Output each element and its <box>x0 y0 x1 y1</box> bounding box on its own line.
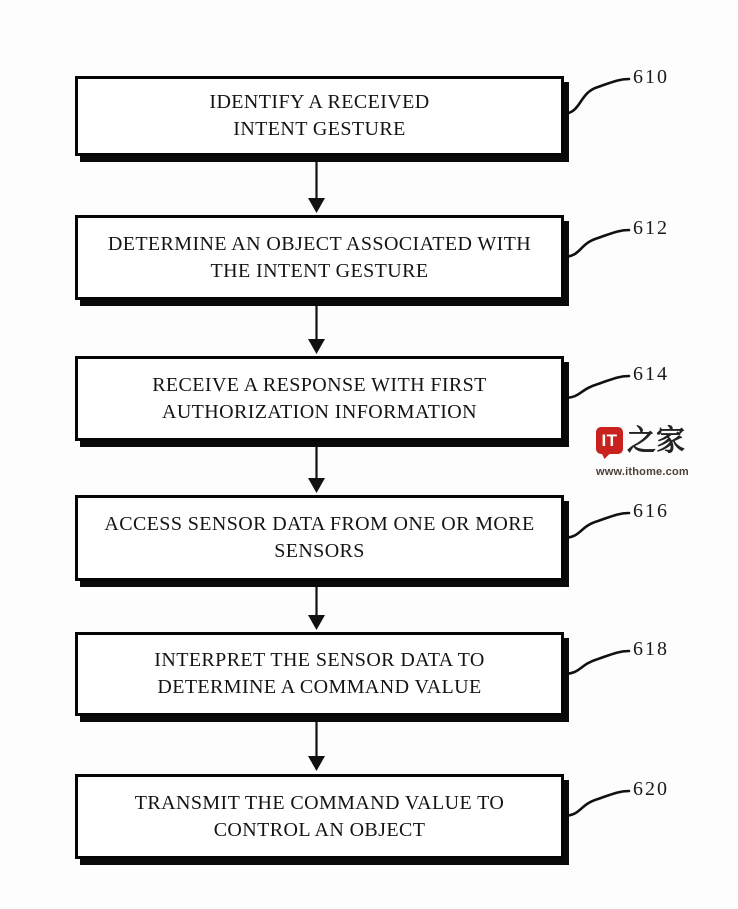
ref-label-618: 618 <box>633 638 669 660</box>
arrow-610-612 <box>308 162 325 213</box>
step-line: INTERPRET THE SENSOR DATA TO <box>154 649 485 671</box>
step-line: THE INTENT GESTURE <box>210 259 429 282</box>
step-line: CONTROL AN OBJECT <box>213 818 426 841</box>
ref-label-612: 612 <box>633 217 669 239</box>
leader-610 <box>562 79 629 114</box>
step-box-610 <box>75 76 564 156</box>
step-text <box>78 511 561 565</box>
ref-label-614: 614 <box>633 363 669 385</box>
step-box-612 <box>75 215 564 300</box>
leader-612 <box>562 230 629 257</box>
step-line: IDENTIFY A RECEIVED <box>209 91 430 113</box>
ithome-logo-row <box>596 423 716 457</box>
ref-label-620: 620 <box>633 778 669 800</box>
step-line: TRANSMIT THE COMMAND VALUE TO <box>134 791 505 814</box>
ithome-url-text: www.ithome.com <box>596 466 689 478</box>
arrow-616-618 <box>308 586 325 630</box>
step-line: DETERMINE AN OBJECT ASSOCIATED WITH <box>107 232 532 255</box>
step-line: RECEIVE A RESPONSE WITH FIRST <box>152 373 487 396</box>
ref-label-610: 610 <box>633 66 669 88</box>
leader-616 <box>562 513 629 538</box>
step-line: AUTHORIZATION INFORMATION <box>162 400 477 423</box>
step-text <box>78 89 561 143</box>
step-line: DETERMINE A COMMAND VALUE <box>157 676 482 698</box>
step-text <box>78 231 561 285</box>
step-text <box>78 790 561 844</box>
ithome-logo-badge <box>596 427 623 454</box>
step-text <box>78 647 561 701</box>
step-text <box>78 372 561 426</box>
step-line: ACCESS SENSOR DATA FROM ONE OR MORE <box>104 513 535 535</box>
step-box-620 <box>75 774 564 859</box>
step-box-614 <box>75 356 564 441</box>
leader-614 <box>562 376 629 398</box>
step-line: SENSORS <box>274 540 365 562</box>
arrow-612-614 <box>308 305 325 354</box>
step-box-618 <box>75 632 564 716</box>
arrow-618-620 <box>308 721 325 771</box>
leader-620 <box>562 791 629 816</box>
step-box-616 <box>75 495 564 581</box>
step-line: INTENT GESTURE <box>233 118 406 140</box>
ithome-watermark <box>596 423 716 478</box>
ithome-cjk-text: 之家 <box>627 423 686 457</box>
arrow-614-616 <box>308 446 325 493</box>
ithome-logo-tail <box>600 453 610 459</box>
ref-label-616: 616 <box>633 500 669 522</box>
leader-618 <box>562 651 629 674</box>
ithome-logo-text: IT <box>601 430 618 450</box>
